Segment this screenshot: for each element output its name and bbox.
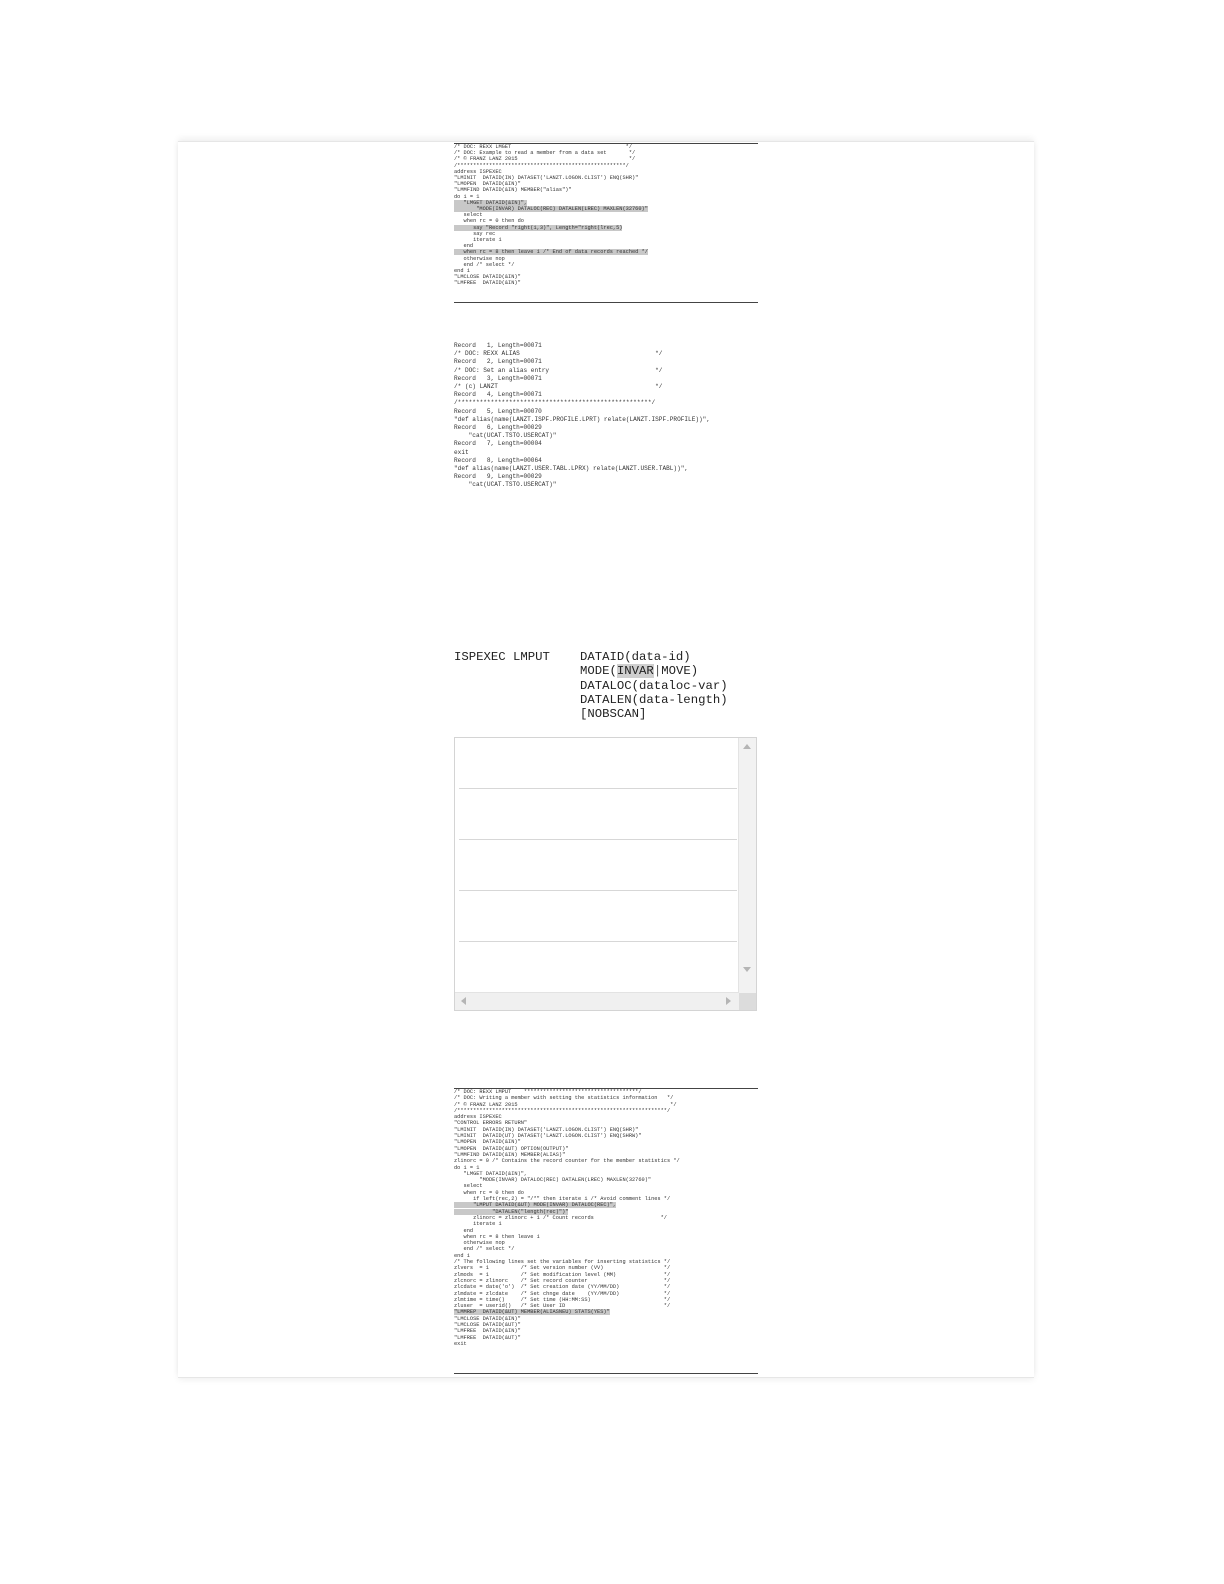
- code-line: /* DOC: REXX LMGET */: [454, 144, 633, 150]
- code-line: select: [454, 1183, 483, 1190]
- code-line: "cat(UCAT.TSTO.USERCAT)": [454, 432, 557, 440]
- code-line: when rc = 8 then leave i /* End of data records reached */: [454, 249, 648, 256]
- code-line: iterate i: [454, 1221, 502, 1228]
- code-line: "LMOPEN DATAID(&UT) OPTION(OUTPUT)": [454, 1145, 569, 1152]
- code-line: "CONTROL ERRORS RETURN": [454, 1120, 528, 1127]
- scrollbar-corner: [739, 993, 756, 1010]
- code-line: zlmdate = zlcdate /* Set chnge date (YY/MM/DD) */: [454, 1290, 671, 1297]
- code-line: when rc = 8 then leave i: [454, 1233, 540, 1240]
- code-line: "LMFREE DATAID(&IN)": [454, 280, 521, 287]
- code-line: Record 3, Length=00071: [454, 374, 542, 382]
- code-line: address ISPEXEC: [454, 168, 502, 175]
- code-line: "LMFREE DATAID(&IN)": [454, 1328, 521, 1335]
- page-top-edge: [178, 141, 1034, 142]
- code-line: address ISPEXEC: [454, 1114, 502, 1121]
- table-row: [459, 840, 737, 891]
- lmput-example-code: [454, 1088, 758, 1374]
- code-line: zlinorc = zlinorc + 1 /* Count records */: [454, 1214, 667, 1221]
- scroll-right-arrow-icon[interactable]: [726, 997, 731, 1005]
- code-line: /* (c) LANZT */: [454, 383, 663, 391]
- code-line: Record 9, Length=00029: [454, 473, 542, 481]
- code-line: otherwise nop: [454, 1240, 505, 1247]
- code-line: zlcnorc = zlinorc /* Set record counter */: [454, 1277, 671, 1284]
- code-line: "LMCLOSE DATAID(&UT)": [454, 1321, 521, 1328]
- code-line: zlmtime = time() /* Set time (HH:MM:SS) */: [454, 1296, 671, 1303]
- table-row: [459, 738, 737, 789]
- vertical-scrollbar[interactable]: [738, 738, 756, 994]
- lmget-example-code: [454, 143, 758, 303]
- code-line: /* DOC: Set an alias entry */: [454, 366, 663, 374]
- page-bottom-edge: [178, 1377, 1034, 1378]
- syntax-mode-separator: |: [653, 664, 662, 679]
- code-line: exit: [454, 448, 469, 456]
- code-line: "MODE(INVAR) DATALOC(REC) DATALEN(LREC) MAXLEN(32760)": [454, 206, 648, 213]
- code-line: do i = 1: [454, 193, 480, 200]
- syntax-mode-move: MOVE): [661, 664, 699, 679]
- code-line: "LMFREE DATAID(&UT)": [454, 1334, 521, 1341]
- code-line: if left(rec,2) = "/*" then iterate i /* Avoid comment lines */: [454, 1196, 671, 1203]
- code-line: Record 7, Length=00004: [454, 440, 542, 448]
- code-line: Record 4, Length=00071: [454, 391, 542, 399]
- syntax-command: ISPEXEC LMPUT: [454, 650, 550, 664]
- syntax-param-dataid: DATAID(data-id): [580, 650, 691, 664]
- code-line: end: [454, 243, 474, 250]
- syntax-param-dataloc: DATALOC(dataloc-var): [580, 678, 728, 693]
- code-line: "LMCLOSE DATAID(&IN)": [454, 274, 521, 281]
- lmput-syntax-diagram: [454, 650, 774, 726]
- code-line: Record 2, Length=00071: [454, 358, 542, 366]
- code-line: Record 5, Length=00070: [454, 407, 542, 415]
- empty-table-widget[interactable]: [454, 737, 757, 1011]
- syntax-param-nobscan: [NOBSCAN]: [580, 707, 647, 722]
- code-line: "LMGET DATAID(&IN)",: [454, 199, 528, 206]
- code-line: "LMOPEN DATAID(&IN)": [454, 1139, 521, 1146]
- code-line: /* DOC: Example to read a member from a data set */: [454, 150, 636, 157]
- code-line: zlvers = 1 /* Set version number (VV) */: [454, 1265, 671, 1272]
- code-line: end i: [454, 1252, 470, 1259]
- code-line: exit: [454, 1340, 467, 1347]
- code-line: Record 6, Length=00029: [454, 424, 542, 432]
- code-line: "MODE(INVAR) DATALOC(REC) DATALEN(LREC) MAXLEN(32760)": [454, 1177, 652, 1184]
- code-line: "LMCLOSE DATAID(&IN)": [454, 1315, 521, 1322]
- code-line: "LMINIT DATAID(IN) DATASET('LANZT.LOGON.CLIST') ENQ(SHR)": [454, 1126, 639, 1133]
- code-line: "cat(UCAT.TSTO.USERCAT)": [454, 481, 557, 489]
- lmget-output-listing: [454, 342, 764, 490]
- code-line: when rc = 0 then do: [454, 1189, 524, 1196]
- code-line: "LMGET DATAID(&IN)",: [454, 1170, 528, 1177]
- code-line: say rec: [454, 230, 496, 237]
- code-line: "LMINIT DATAID(IN) DATASET('LANZT.LOGON.CLIST') ENQ(SHR)": [454, 175, 639, 182]
- code-line: select: [454, 212, 483, 219]
- scroll-left-arrow-icon[interactable]: [461, 997, 466, 1005]
- code-line: do i = 1: [454, 1164, 480, 1171]
- code-line: end: [454, 1227, 474, 1234]
- code-line: "DATALEN("length(rec)")": [454, 1208, 569, 1215]
- syntax-param-mode: [580, 664, 728, 678]
- code-line: iterate i: [454, 237, 502, 244]
- table-row: [459, 789, 737, 840]
- syntax-mode-open: MODE(: [580, 664, 617, 679]
- table-body: [459, 738, 737, 994]
- code-line: "LMPUT DATAID(&UT) MODE(INVAR) DATALOC(REC)",: [454, 1202, 617, 1209]
- horizontal-scrollbar[interactable]: [455, 992, 739, 1010]
- code-line: zlcdate = date('o') /* Set creation date (YY/MM/DD) */: [454, 1284, 671, 1291]
- scroll-down-arrow-icon[interactable]: [743, 967, 751, 972]
- code-line: "LMMFIND DATAID(&IN) MEMBER("alias")": [454, 187, 572, 194]
- code-line: /*****************************************************/: [454, 399, 656, 407]
- code-line: "def alias(name(LANZT.USER.TABL.LPRX) relate(LANZT.USER.TABL))",: [454, 465, 689, 473]
- code-line: /******************************************************************/: [454, 1107, 671, 1114]
- code-line: say "Record "right(i,3)", Length="right(lrec,5): [454, 224, 623, 231]
- code-line: when rc = 0 then do: [454, 218, 524, 225]
- code-line: Record 1, Length=00071: [454, 342, 542, 349]
- code-line: "LMMREP DATAID(&UT) MEMBER(ALIASNEU) STATS(YES)": [454, 1309, 610, 1316]
- code-line: "LMOPEN DATAID(&IN)": [454, 181, 521, 188]
- scroll-up-arrow-icon[interactable]: [743, 744, 751, 749]
- table-row: [459, 891, 737, 942]
- syntax-param-datalen: DATALEN(data-length): [580, 692, 728, 707]
- code-line: /* DOC: Writing a member with setting the statistics information */: [454, 1095, 674, 1102]
- code-line: /* The following lines set the variables for inserting statistics */: [454, 1259, 671, 1266]
- code-line: /* © FRANZ LANZ 2015 */: [454, 1101, 677, 1108]
- code-line: otherwise nop: [454, 255, 505, 262]
- table-row: [459, 942, 737, 992]
- code-line: end /* select */: [454, 1246, 515, 1253]
- code-line: zlmods = 1 /* Set modification level (MM) */: [454, 1271, 671, 1278]
- syntax-mode-invar: INVAR: [616, 664, 654, 679]
- code-line: /* © FRANZ LANZ 2015 */: [454, 156, 636, 163]
- code-line: zlinorc = 0 /* Contains the record counter for the member statistics */: [454, 1158, 680, 1165]
- code-line: /* DOC: REXX LMPUT ************************************/: [454, 1089, 642, 1095]
- code-line: end /* select */: [454, 261, 515, 268]
- code-line: Record 8, Length=00064: [454, 456, 542, 464]
- code-line: "def alias(name(LANZT.ISPF.PROFILE.LPRT) relate(LANZT.ISPF.PROFILE))",: [454, 415, 710, 423]
- code-line: "LMMFIND DATAID(&IN) MEMBER(ALIAS)": [454, 1151, 566, 1158]
- code-line: "LMINIT DATAID(UT) DATASET('LANZT.LOGON.CLIST') ENQ(SHRW)": [454, 1133, 642, 1140]
- code-line: /*****************************************************/: [454, 162, 629, 169]
- code-line: zluser = userid() /* Set User ID */: [454, 1303, 671, 1310]
- code-line: /* DOC: REXX ALIAS */: [454, 350, 663, 358]
- code-line: end i: [454, 268, 470, 275]
